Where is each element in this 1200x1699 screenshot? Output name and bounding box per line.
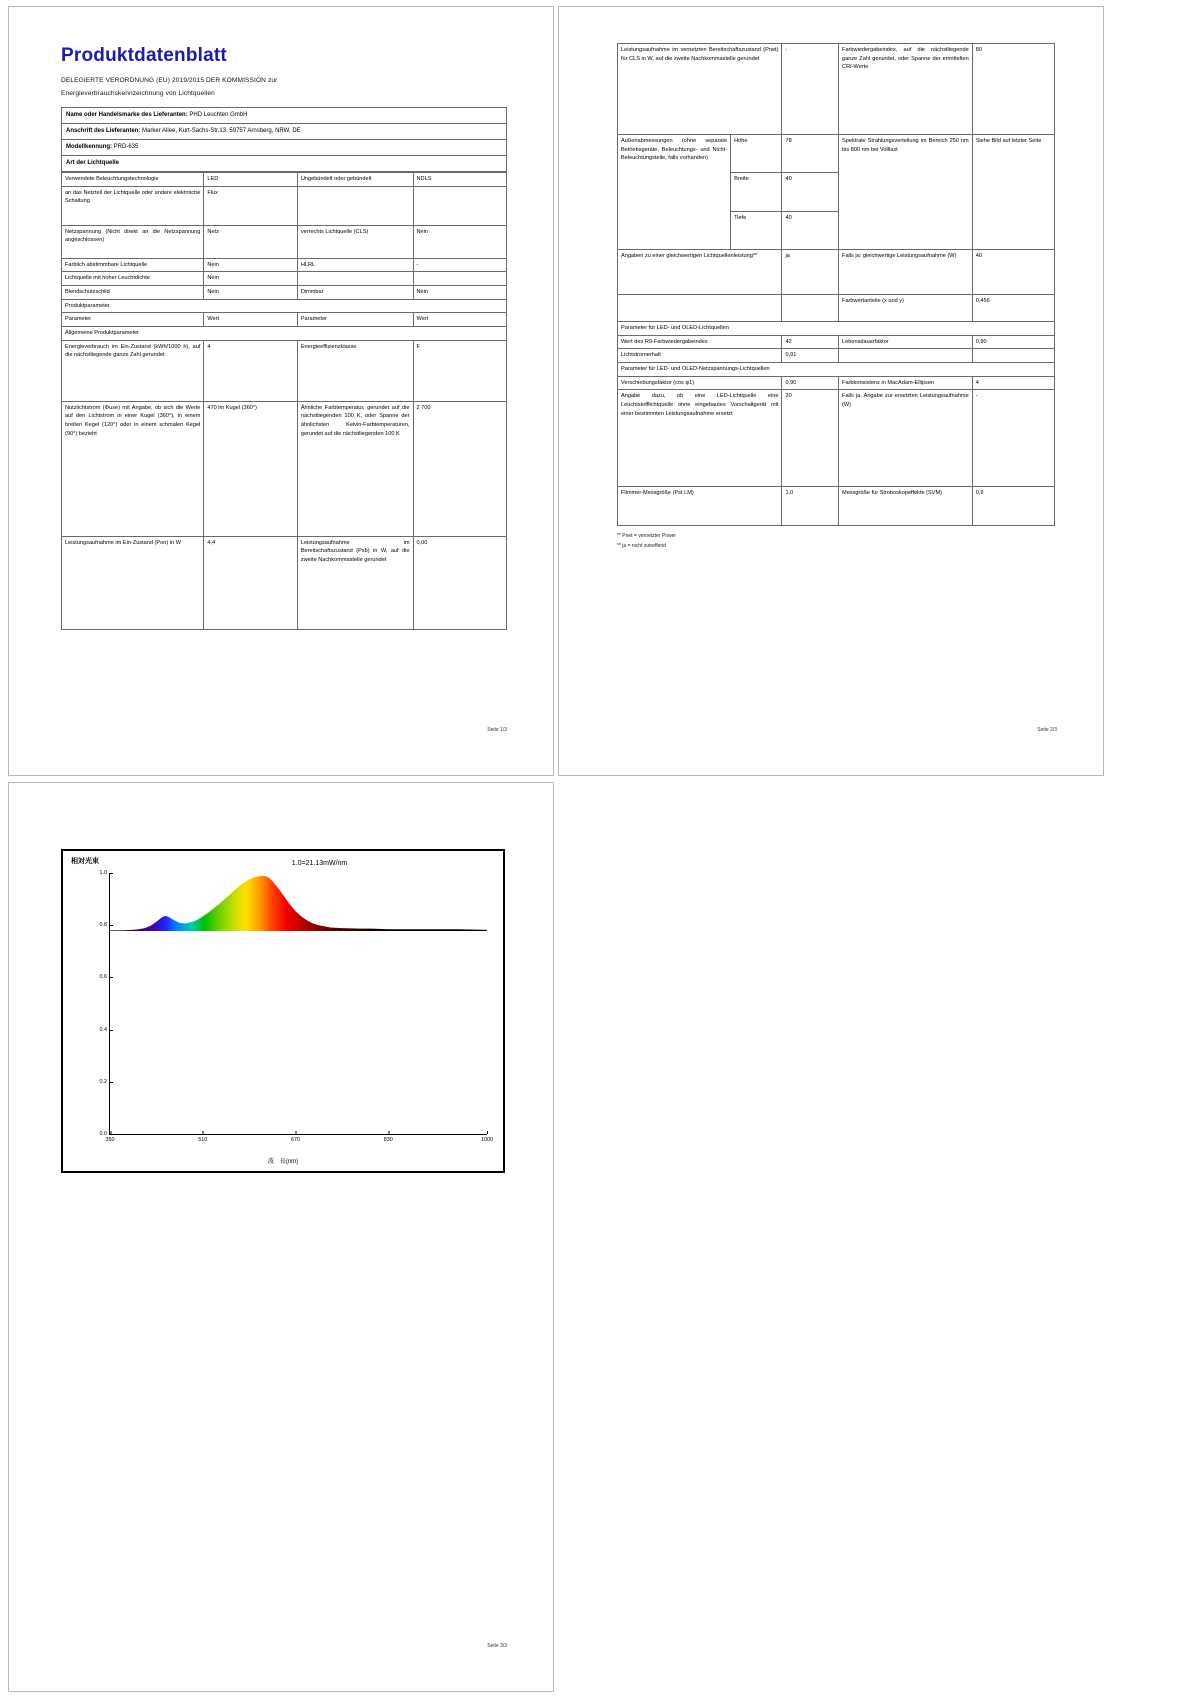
cell: Verschiebungsfaktor (cos φ1) xyxy=(618,376,782,390)
footnote-2: ** ja = nicht zutreffend xyxy=(617,542,666,549)
document-subtitle xyxy=(61,75,507,100)
column-header-value-1: Wert xyxy=(204,313,297,327)
cell: Verwendete Beleuchtungstechnologie xyxy=(62,173,204,187)
cell: Höhe xyxy=(731,135,782,173)
table-row xyxy=(62,313,507,327)
table-row xyxy=(62,272,507,286)
page-number: Seite 1/3 xyxy=(487,727,507,733)
cell: Siehe Bild auf letzter Seite xyxy=(972,135,1054,250)
table-row xyxy=(618,44,1055,135)
model-label: Modellkennung: xyxy=(66,144,112,151)
cell: Nein xyxy=(204,272,297,286)
table-row xyxy=(62,258,507,272)
light-source-table xyxy=(61,172,507,630)
cell: 0,00 xyxy=(413,536,506,629)
cell: Breite xyxy=(731,173,782,211)
cell xyxy=(297,272,413,286)
table-row xyxy=(62,401,507,536)
cell: 20 xyxy=(782,390,839,487)
cell: 0,90 xyxy=(972,335,1054,349)
table-row xyxy=(62,536,507,629)
cell: Energieeffizienzklasse xyxy=(297,340,413,401)
cell: 40 xyxy=(782,173,839,211)
table-row xyxy=(62,299,507,313)
model-value: PRD-635 xyxy=(113,144,139,151)
page-title: Produktdatenblatt xyxy=(61,45,227,66)
supplier-info-table xyxy=(61,107,507,172)
cell: Leistungsaufnahme im vernetzten Bereitschaftszustand (Pnet) für CLS in W, auf die zweite Nachkommastelle gerundet xyxy=(618,44,782,135)
table-row xyxy=(62,186,507,225)
supplier-value: PHD Leuchten GmbH xyxy=(189,112,248,119)
cell: Netzspannung (Nicht direkt an die Netzspannung angeschlossen) xyxy=(62,225,204,258)
cell: 4 xyxy=(972,376,1054,390)
y-tick: 0.0 xyxy=(100,1131,111,1137)
model-row xyxy=(62,140,507,156)
y-tick: 0.2 xyxy=(100,1079,111,1085)
table-row xyxy=(62,286,507,300)
cell: an das Netzteil der Lichtquelle oder andere elektrische Schaltung xyxy=(62,186,204,225)
supplier-label: Name oder Handelsmarke des Lieferanten: xyxy=(66,112,188,119)
spectral-distribution-chart xyxy=(61,849,505,1173)
dimensions-label: Außenabmessungen (ohne separate Betriebsgeräte, Beleuchtungs- und Nicht-Beleuchtungsteile, falls vorhanden) xyxy=(618,135,731,250)
cell xyxy=(297,186,413,225)
address-value: Marker Allee, Kurt-Sachs-Str.13, 59757 Arnsberg, NRW, DE xyxy=(142,128,301,135)
chart-x-axis-label: 波 長(nm) xyxy=(267,1159,299,1165)
cell: Flux xyxy=(204,186,297,225)
page-number: Seite 3/3 xyxy=(487,1643,507,1649)
cell: Dimmbar xyxy=(297,286,413,300)
cell: - xyxy=(413,258,506,272)
x-tick: 510 xyxy=(198,1134,207,1143)
chart-title: 相対光束 xyxy=(71,858,99,865)
cell: Nein xyxy=(204,258,297,272)
subtitle-line-1: DELEGIERTE VERORDNUNG (EU) 2019/2015 DER KOMMISSION zur xyxy=(61,77,278,84)
cell: 0,90 xyxy=(782,376,839,390)
cell: Wert des R9-Farbwiedergabeindex xyxy=(618,335,782,349)
x-tick: 830 xyxy=(384,1134,393,1143)
cell: Spektrale Strahlungsverteilung im Bereich 250 nm bis 800 nm bei Volllast xyxy=(839,135,973,250)
cell: LED xyxy=(204,173,297,187)
cell: Falls ja, Angabe zur ersetzten Leistungsaufnahme (W) xyxy=(839,390,973,487)
cell: 1,0 xyxy=(782,487,839,526)
cell xyxy=(413,272,506,286)
cell: 4,4 xyxy=(204,536,297,629)
table-row xyxy=(62,225,507,258)
document-page-2 xyxy=(558,6,1104,776)
supplier-row xyxy=(62,108,507,124)
cell: Lebensdauerfaktor xyxy=(839,335,973,349)
page-number: Seite 2/3 xyxy=(1037,727,1057,733)
table-row xyxy=(618,335,1055,349)
x-tick: 670 xyxy=(291,1134,300,1143)
cell: verrechts Lichtquelle (CLS) xyxy=(297,225,413,258)
cell: Nein xyxy=(204,286,297,300)
cell: Lichtstromerhalt xyxy=(618,349,782,363)
cell xyxy=(972,349,1054,363)
cell: Nutzlichtstrom (Φuse) mit Angabe, ob sich die Werte auf den Lichtstrom in einer Kugel (360°), in einem breiten Kegel (120°) oder in einem schmalen Kegel (90°) bezieht xyxy=(62,401,204,536)
cell xyxy=(618,295,782,322)
cell: 40 xyxy=(972,250,1054,295)
address-label: Anschrift des Lieferanten: xyxy=(66,128,141,135)
cell: 40 xyxy=(782,211,839,249)
table-row xyxy=(62,156,507,172)
cell xyxy=(839,349,973,363)
cell: 0,91 xyxy=(782,349,839,363)
spectrum-curve xyxy=(110,873,487,931)
cell: HLRL xyxy=(297,258,413,272)
cell xyxy=(782,295,839,322)
cell: 0,9 xyxy=(972,487,1054,526)
document-page-1 xyxy=(8,6,554,776)
cell: 78 xyxy=(782,135,839,173)
cell: - xyxy=(782,44,839,135)
table-row xyxy=(62,124,507,140)
table-row xyxy=(62,140,507,156)
cell: Farbkonsistenz in MacAdam-Ellipsen xyxy=(839,376,973,390)
table-row xyxy=(618,250,1055,295)
cell: Energieverbrauch im Ein-Zustand (kWh/1000 h), auf die nächstliegende ganze Zahl gerundet xyxy=(62,340,204,401)
cell: Farbwiedergabeindex, auf die nächstliegende ganze Zahl gerundet, oder Spanne der ermittelten CRI-Werte xyxy=(839,44,973,135)
cell: 42 xyxy=(782,335,839,349)
y-tick: 0.6 xyxy=(100,974,111,980)
table-row xyxy=(618,390,1055,487)
footnotes xyxy=(617,532,1055,551)
cell: Tiefe xyxy=(731,211,782,249)
subtitle-line-2: Energieverbrauchskennzeichnung von Lichtquellen xyxy=(61,89,215,97)
cell: 470 lm Kugel (360°) xyxy=(204,401,297,536)
cell: Leistungsaufnahme im Ein-Zustand (Pon) in W xyxy=(62,536,204,629)
cell: Messgröße für Stroboskopeffekte (SVM) xyxy=(839,487,973,526)
cell: Lichtquelle mit hoher Leuchtdichte xyxy=(62,272,204,286)
section-header-mains: Parameter für LED- und OLED-Netzspannungs-Lichtquellen xyxy=(618,362,1055,376)
address-row xyxy=(62,124,507,140)
cell: Farblich abstimmbare Lichtquelle xyxy=(62,258,204,272)
cell: Netz xyxy=(204,225,297,258)
cell: 80 xyxy=(972,44,1054,135)
cell: - xyxy=(972,390,1054,487)
cell: Nein xyxy=(413,286,506,300)
table-row xyxy=(62,173,507,187)
cell: Falls ja: gleichwertige Leistungsaufnahme (W) xyxy=(839,250,973,295)
cell: 4 xyxy=(204,340,297,401)
general-parameters-header: Allgemeine Produktparameter xyxy=(62,326,507,340)
table-row xyxy=(62,340,507,401)
column-header-value-2: Wert xyxy=(413,313,506,327)
table-row xyxy=(618,135,1055,173)
table-row xyxy=(62,108,507,124)
table-row xyxy=(618,322,1055,336)
section-header-ols: Parameter für LED- und OLED-Lichtquellen xyxy=(618,322,1055,336)
cell: ja xyxy=(782,250,839,295)
table-row xyxy=(62,326,507,340)
cell: Angaben zu einer gleichwertigen Lichtquellenleistung** xyxy=(618,250,782,295)
cell: Flimmer-Messgröße (Pst LM) xyxy=(618,487,782,526)
x-tick: 1000 xyxy=(481,1134,493,1143)
cell: Blendschutzschild xyxy=(62,286,204,300)
cell: Leistungsaufnahme im Bereitschaftszustand (Psb) in W, auf die zweite Nachkommastelle gerundet xyxy=(297,536,413,629)
y-tick: 0.8 xyxy=(100,922,111,928)
cell: 2 700 xyxy=(413,401,506,536)
footnote-1: ** Pnet = vernetzter Power xyxy=(617,533,677,540)
column-header-parameter-1: Parameter xyxy=(62,313,204,327)
table-row xyxy=(618,295,1055,322)
chart-plot-area xyxy=(99,870,493,1143)
chart-annotation: 1.0=21.13mW/nm xyxy=(291,860,348,867)
parameters-table-continued xyxy=(617,43,1055,526)
y-tick: 1.0 xyxy=(100,870,111,876)
cell: Ungebündelt oder gebündelt xyxy=(297,173,413,187)
cell: Angabe dazu, ob eine LED-Lichtquelle eine Leuchtstofflichtquelle ohne eingebautes Vorschaltgerät mit einer bestimmten Leistungsaufnahme ersetzt xyxy=(618,390,782,487)
table-row xyxy=(618,349,1055,363)
table-row xyxy=(618,362,1055,376)
product-parameters-header: Produktparameter xyxy=(62,299,507,313)
cell: NDLS xyxy=(413,173,506,187)
cell: Ähnliche Farbtemperatur, gerundet auf die nächstliegenden 100 K, oder Spanne der ähnlichsten Kelvin-Farbtemperaturen, gerundet auf die nächstliegenden 100 K xyxy=(297,401,413,536)
cell: F xyxy=(413,340,506,401)
y-tick: 0.4 xyxy=(100,1027,111,1033)
cell: Nein xyxy=(413,225,506,258)
table-row xyxy=(618,487,1055,526)
cell: 0,456 xyxy=(972,295,1054,322)
x-tick: 350 xyxy=(106,1134,115,1143)
cell: Farbwertanteile (x und y) xyxy=(839,295,973,322)
light-source-section-row: Art der Lichtquelle xyxy=(62,156,507,172)
cell xyxy=(413,186,506,225)
column-header-parameter-2: Parameter xyxy=(297,313,413,327)
document-page-3 xyxy=(8,782,554,1692)
table-row xyxy=(618,376,1055,390)
